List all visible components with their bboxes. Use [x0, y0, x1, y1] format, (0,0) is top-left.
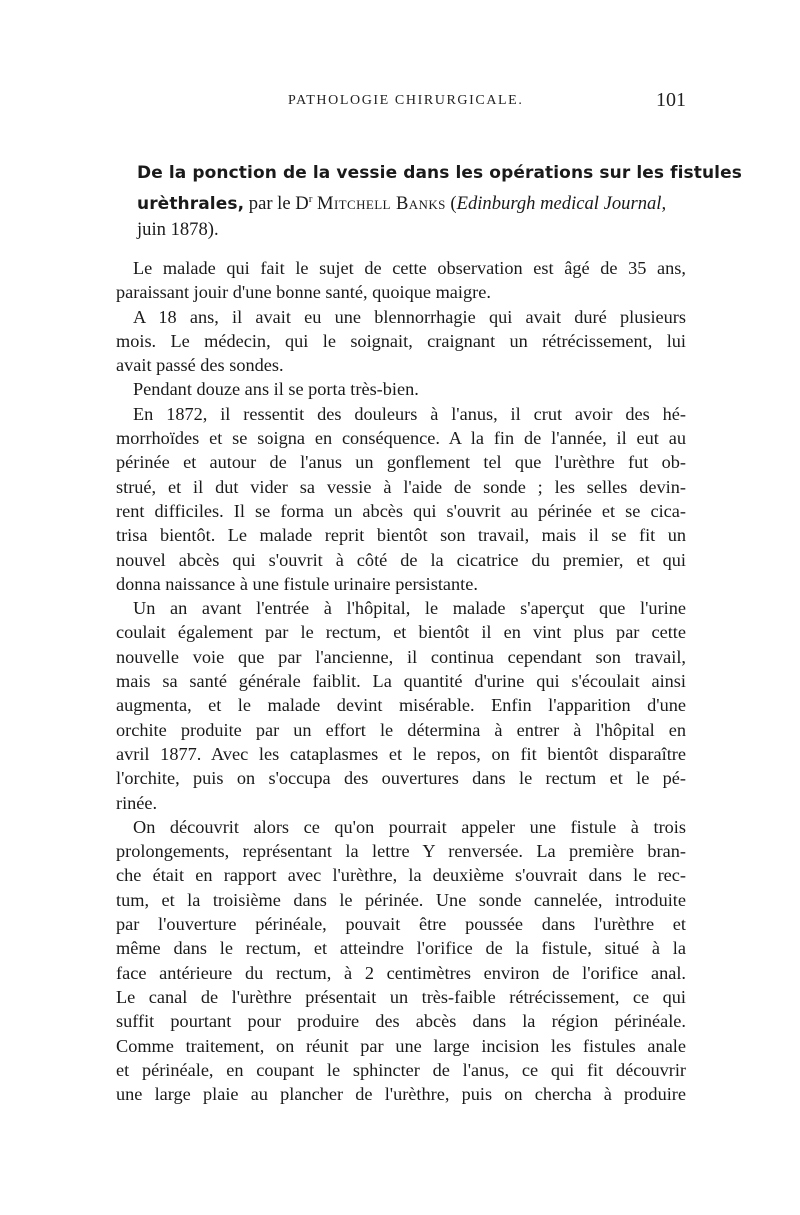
body-line: trisa bientôt. Le malade reprit bientôt son travail, mais il se fit un	[116, 525, 686, 546]
page-number: 101	[656, 89, 686, 111]
body-line: Pendant douze ans il se porta très-bien.	[133, 379, 419, 400]
body-line: coulait également par le rectum, et bientôt il en vint plus par cette	[116, 622, 686, 643]
body-line: orchite produite par un effort le détermina à entrer à l'hôpital en	[116, 719, 686, 740]
article-title-dr-sup: r	[308, 192, 313, 205]
body-line: Le canal de l'urèthre présentait un très-faible rétrécissement, ce qui	[116, 986, 686, 1007]
running-header	[0, 89, 800, 119]
body-line: suffit pourtant pour produire des abcès dans la région périnéale.	[116, 1011, 686, 1032]
article-title-bold-2: urèthrales,	[137, 193, 245, 214]
body-line: avait passé des sondes.	[116, 355, 284, 376]
body-line: On découvrit alors ce qu'on pourrait appeler une fistule à trois	[133, 816, 686, 837]
body-line: une large plaie au plancher de l'urèthre, puis on chercha à produire	[116, 1084, 686, 1105]
body-line: mois. Le médecin, qui le soignait, craignant un rétrécissement, lui	[116, 330, 686, 351]
body-line: prolongements, représentant la lettre Y renversée. La première bran-	[116, 841, 686, 862]
article-title-by: par le D	[244, 192, 309, 214]
article-body	[116, 256, 686, 1106]
article-title-line-3	[120, 217, 690, 243]
body-line: donna naissance à une fistule urinaire persistante.	[116, 573, 478, 594]
article-title-bold-1: De la ponction de la vessie dans les opérations sur les fistules	[137, 163, 742, 183]
article-author: Mitchell Banks	[317, 192, 446, 214]
body-line: et périnéale, en coupant le sphincter de l'anus, ce qui fit découvrir	[116, 1059, 686, 1080]
article-source-paren: (	[450, 192, 457, 214]
article-source: Edinburgh medical Journal,	[456, 192, 667, 214]
body-line: En 1872, il ressentit des douleurs à l'anus, il crut avoir des hé-	[133, 403, 686, 424]
body-line: nouvel abcès qui s'ouvrit à côté de la cicatrice du premier, et qui	[116, 549, 686, 570]
body-line: paraissant jouir d'une bonne santé, quoique maigre.	[116, 282, 491, 303]
body-line: par l'ouverture périnéale, pouvait être poussée dans l'urèthre et	[116, 914, 686, 935]
body-line: même dans le rectum, et atteindre l'orifice de la fistule, situé à la	[116, 938, 686, 959]
body-line: Comme traitement, on réunit par une large incision les fistules anale	[116, 1035, 686, 1056]
body-line: augmenta, et le malade devint misérable. Enfin l'apparition d'une	[116, 695, 686, 716]
body-line: rinée.	[116, 792, 158, 813]
body-line: face antérieure du rectum, à 2 centimètres environ de l'orifice anal.	[116, 962, 686, 983]
article-title-line-1	[120, 160, 742, 187]
body-line: mais sa santé générale faiblit. La quantité d'urine qui s'écoulait ainsi	[116, 671, 686, 692]
article-date: juin 1878).	[137, 219, 219, 241]
body-line: A 18 ans, il avait eu une blennorrhagie qui avait duré plusieurs	[133, 306, 686, 327]
article-title	[120, 160, 742, 243]
body-line: strué, et il dut vider sa vessie à l'aide de sonde ; les selles devin-	[116, 476, 686, 497]
body-line: morrhoïdes et se soigna en conséquence. A la fin de l'année, il eut au	[116, 428, 686, 449]
body-line: rent difficiles. Il se forma un abcès qui s'ouvrit au périnée et se cica-	[116, 500, 686, 521]
body-line: Un an avant l'entrée à l'hôpital, le malade s'aperçut que l'urine	[133, 598, 686, 619]
body-line: l'orchite, puis on s'occupa des ouvertures dans le rectum et le pé-	[116, 768, 686, 789]
body-line: avril 1877. Avec les cataplasmes et le repos, on fit bientôt disparaître	[116, 743, 686, 764]
body-line: périnée et autour de l'anus un gonflement tel que l'urèthre fut ob-	[116, 452, 686, 473]
article-title-line-2	[120, 187, 690, 218]
running-title: PATHOLOGIE CHIRURGICALE.	[288, 93, 524, 108]
body-line: che était en rapport avec l'urèthre, la deuxième s'ouvrait dans le rec-	[116, 865, 686, 886]
body-line: nouvelle voie que par l'ancienne, il continua cependant son travail,	[116, 646, 686, 667]
body-line: Le malade qui fait le sujet de cette observation est âgé de 35 ans,	[133, 258, 686, 278]
body-line: tum, et la troisième dans le périnée. Une sonde cannelée, introduite	[116, 889, 686, 910]
